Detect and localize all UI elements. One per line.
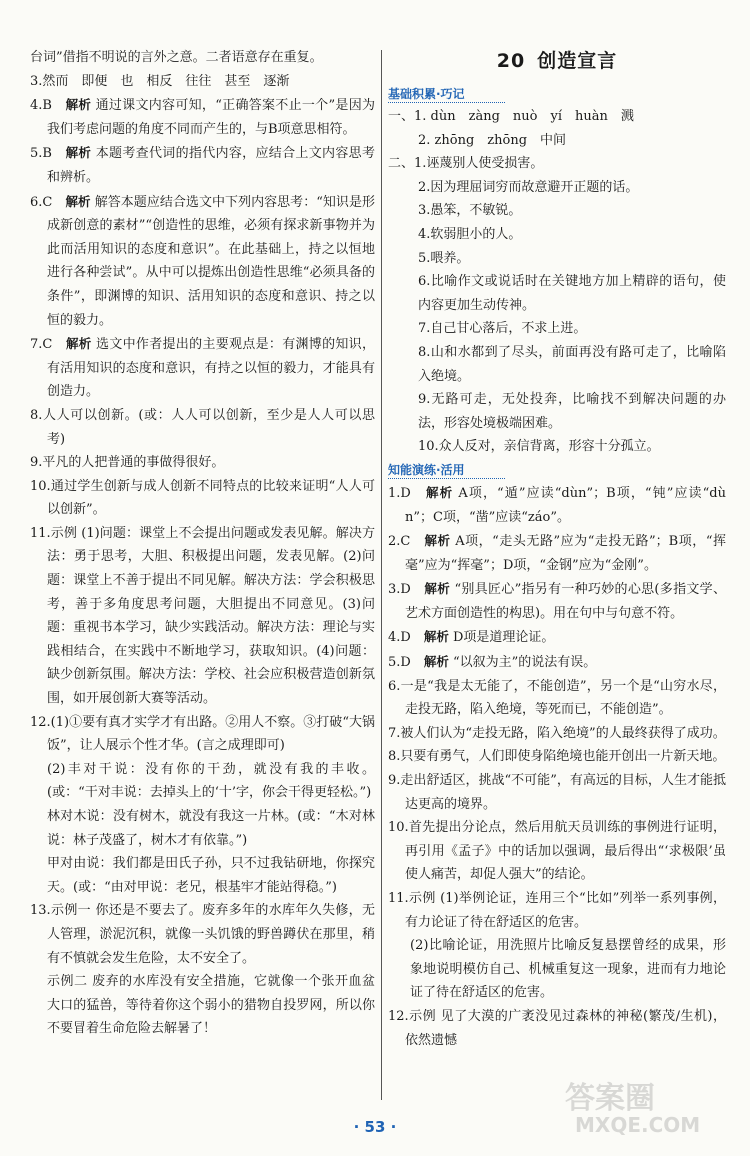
answer-item bbox=[388, 816, 726, 887]
lesson-title bbox=[388, 46, 726, 73]
answer-item bbox=[388, 247, 726, 271]
answer-item bbox=[388, 722, 726, 746]
answer-text: D项是道理论证。 bbox=[453, 630, 555, 646]
answer-item bbox=[388, 388, 726, 435]
answer-item bbox=[388, 270, 726, 317]
answer-choice: 2.C bbox=[388, 534, 411, 550]
analysis-label: 解析 bbox=[426, 484, 454, 500]
answer-text: 9.平凡的人把普通的事做得很好。 bbox=[30, 455, 225, 471]
answer-item bbox=[388, 317, 726, 341]
answer-item bbox=[30, 190, 375, 333]
answer-text: 8.只要有勇气，人们即使身陷绝境也能开创出一片新天地。 bbox=[388, 749, 726, 765]
answer-choice: 5.D bbox=[388, 655, 411, 671]
answer-text: 2.因为理屈词穷而故意避开正题的话。 bbox=[418, 179, 639, 195]
left-column bbox=[30, 46, 375, 1041]
answer-text: 3.愚笨，不敏锐。 bbox=[418, 203, 522, 219]
answer-text: 3.然而 即便 也 相反 往往 甚至 逐渐 bbox=[30, 73, 290, 89]
answer-text: 11.示例 (1)举例论证，连用三个“比如”列举一系列事例，有力论证了待在舒适区的危害。 bbox=[388, 891, 726, 930]
answer-text: A项，“遁”应读“dùn”；B项，“钝”应读“dùn”；C项，“凿”应读“záo”。 bbox=[405, 485, 726, 525]
analysis-label: 解析 bbox=[423, 629, 449, 645]
answer-choice: 7.C bbox=[30, 337, 53, 353]
answer-text: 本题考查代词的指代内容，应结合上文内容思考和辨析。 bbox=[47, 146, 375, 185]
answer-text: 10.首先提出分论点，然后用航天员训练的事例进行证明，再引用《孟子》中的话加以强调，最后得出“‘求极限’虽使人痛苦，却促人强大”的结论。 bbox=[388, 820, 726, 883]
answer-text: 台词”借指不明说的言外之意。二者语意存在重复。 bbox=[30, 50, 323, 65]
section-heading: 基础积累·巧记 bbox=[388, 85, 505, 103]
answer-text: 解答本题应结合选文中下列内容思考：“知识是形成新创意的素材”“创造性的思维，必须有探求新事物并为此而活用知识的态度和意识”。在此基础上，持之以恒地进行各种尝试”。从中可以提炼出创造性思维“必须具备的条件”，即渊博的知识、活用知识的态度和意识、持之以恒的毅力。 bbox=[47, 194, 375, 328]
answer-item bbox=[30, 70, 375, 94]
analysis-label: 解析 bbox=[65, 145, 92, 161]
answer-choice: 4.D bbox=[388, 630, 411, 646]
answer-text: 林对木说：没有树木，就没有我这一片林。(或：“木对林说：林子茂盛了，树木才有依靠。”) bbox=[47, 809, 375, 848]
answer-item bbox=[388, 650, 726, 675]
answer-item bbox=[388, 934, 726, 1005]
analysis-label: 解析 bbox=[65, 97, 92, 113]
answer-item bbox=[388, 199, 726, 223]
right-column bbox=[388, 46, 726, 1052]
answer-item bbox=[388, 129, 726, 153]
analysis-label: 解析 bbox=[65, 336, 92, 352]
answer-item bbox=[30, 852, 375, 899]
answer-text: 选文中作者提出的主要观点是：有渊博的知识，有活用知识的态度和意识，有持之以恒的毅力，才能具有创造力。 bbox=[47, 337, 375, 400]
answer-text: 二、1.诬蔑别人使受损害。 bbox=[388, 156, 544, 172]
answer-text: “以叙为主”的说法有误。 bbox=[453, 655, 597, 671]
answer-text: 6.比喻作文或说话时在关键地方加上精辟的语句，使内容更加生动传神。 bbox=[418, 274, 726, 313]
analysis-label: 解析 bbox=[424, 533, 451, 549]
watermark-main: 答案圈 bbox=[565, 1081, 655, 1116]
answer-text: 6.一是“我是太无能了，不能创造”，另一个是“山穷水尽，走投无路，陷入绝境，等死而已，不能创造”。 bbox=[388, 678, 726, 718]
answer-text: 12.示例 见了大漠的广袤没见过森林的神秘(繁茂/生机)，依然遗憾 bbox=[388, 1008, 726, 1048]
answer-text: 8.人人可以创新。(或：人人可以创新，至少是人人可以思考) bbox=[30, 407, 375, 447]
lesson-number: 20 bbox=[496, 50, 526, 72]
page-number: · 53 · bbox=[353, 1118, 397, 1136]
answer-item bbox=[388, 223, 726, 247]
answer-item bbox=[388, 176, 726, 200]
answer-text: 5.喂养。 bbox=[418, 250, 470, 266]
answer-choice: 4.B bbox=[30, 98, 52, 114]
answer-item bbox=[30, 899, 375, 970]
answer-item bbox=[388, 435, 726, 459]
answer-item bbox=[388, 1005, 726, 1052]
answer-item bbox=[30, 141, 375, 189]
answer-item bbox=[30, 805, 375, 852]
answer-item bbox=[30, 332, 375, 404]
answer-item bbox=[388, 675, 726, 722]
answer-text: A项，“走头无路”应为“走投无路”；B项，“挥毫”应为“挥毫”；D项，“金钢”应为“金刚”。 bbox=[405, 534, 726, 573]
answer-text: 4.软弱胆小的人。 bbox=[418, 226, 522, 242]
answer-item bbox=[30, 93, 375, 141]
watermark-url: MXQE.COM bbox=[575, 1113, 701, 1137]
answer-item bbox=[388, 887, 726, 934]
answer-text: 9.无路可走，无处投奔，比喻找不到解决问题的办法，形容处境极端困难。 bbox=[418, 392, 726, 431]
answer-text: 10.通过学生创新与成人创新不同特点的比较来证明“人人可以创新”。 bbox=[30, 478, 375, 518]
answer-item bbox=[388, 152, 726, 176]
answer-text: 12.(1)①要有真才实学才有出路。②用人不察。③打破“大锅饭”，让人展示个性才华。(言之成理即可) bbox=[30, 714, 375, 754]
answer-choice: 5.B bbox=[30, 146, 52, 162]
answer-text: (2)丰对干说：没有你的干劲，就没有我的丰收。(或：“干对丰说：去掉头上的‘十’字，你会干得更轻松。”) bbox=[47, 761, 375, 801]
answer-item bbox=[388, 577, 726, 625]
analysis-label: 解析 bbox=[423, 654, 449, 670]
answer-item bbox=[388, 625, 726, 650]
answer-item bbox=[30, 46, 375, 70]
answer-item bbox=[388, 769, 726, 816]
answer-text: 7.自己甘心落后，不求上进。 bbox=[418, 321, 587, 337]
analysis-label: 解析 bbox=[424, 581, 451, 597]
watermark-logo bbox=[555, 1070, 735, 1140]
answer-choice: 1.D bbox=[388, 485, 411, 501]
answer-text: “别具匠心”指另有一种巧妙的心思(多指文学、艺术方面创造性的构思)。用在句中与句意不符。 bbox=[405, 582, 726, 621]
answer-text: 13.示例一 你还是不要去了。废弃多年的水库年久失修，无人管理，淤泥沉积，就像一头饥饿的野兽蹲伏在那里，稍有不慎就会发生危险，太不安全了。 bbox=[30, 903, 375, 966]
answer-item bbox=[388, 745, 726, 769]
answer-text: 一、1. dùn zàng nuò yí huàn 溅 bbox=[388, 109, 634, 124]
analysis-label: 解析 bbox=[65, 193, 91, 209]
answer-text: 甲对由说：我们都是田氏子孙，只不过我钻研地，你探究天。(或：“由对甲说：老兄，根基牢才能站得稳。”) bbox=[47, 856, 375, 895]
answer-text: (2)比喻论证，用洗照片比喻反复悬摆曾经的成果，形象地说明模仿自己、机械重复这一现象，进而有力地论证了待在舒适区的危害。 bbox=[410, 938, 726, 1001]
answer-item bbox=[30, 475, 375, 522]
answer-text: 2. zhōng zhōng 中间 bbox=[418, 132, 567, 148]
answer-item bbox=[388, 481, 726, 529]
right-column-body bbox=[388, 83, 726, 1052]
answer-choice: 6.C bbox=[30, 194, 53, 210]
lesson-name: 创造宣言 bbox=[537, 50, 618, 72]
answer-text: 11.示例 (1)问题：课堂上不会提出问题或发表见解。解决方法：勇于思考，大胆、积极提出问题，发表见解。(2)问题：课堂上不善于提出不同见解。解决方法：学会积极思考，善于多角度思考问题，大胆提出不同意见。(3)问题：重视书本学习，缺少实践活动。解决方法：理论与实践相结合，在实践中不断地学习，获取知识。(4)问题：缺少创新氛围。解决方法：学校、社会应积极营造创新氛围，如开展创新大赛等活动。 bbox=[30, 525, 375, 707]
column-divider bbox=[381, 50, 382, 1100]
answer-item bbox=[388, 105, 726, 129]
answer-text: 8.山和水都到了尽头，前面再没有路可走了，比喻陷入绝境。 bbox=[418, 344, 726, 384]
answer-item bbox=[30, 522, 375, 711]
answer-text: 10.众人反对，亲信背离，形容十分孤立。 bbox=[418, 439, 660, 455]
answer-text: 通过课文内容可知，“正确答案不止一个”是因为我们考虑问题的角度不同而产生的，与B项意思相符。 bbox=[47, 98, 375, 137]
answer-item bbox=[30, 970, 375, 1041]
answer-item bbox=[30, 711, 375, 758]
answer-item bbox=[30, 404, 375, 451]
answer-text: 7.被人们认为“走投无路，陷入绝境”的人最终获得了成功。 bbox=[388, 725, 726, 741]
answer-text: 示例二 废弃的水库没有安全措施，它就像一个张开血盆大口的猛兽，等待着你这个弱小的猎物自投罗网，所以你不要冒着生命危险去解暑了！ bbox=[47, 974, 375, 1037]
answer-choice: 3.D bbox=[388, 582, 411, 598]
answer-text: 9.走出舒适区，挑战“不可能”，有高远的目标，人生才能抵达更高的境界。 bbox=[388, 773, 726, 812]
answer-item bbox=[388, 341, 726, 388]
answer-item bbox=[30, 451, 375, 475]
section-heading: 知能演练·活用 bbox=[388, 461, 505, 479]
answer-item bbox=[388, 529, 726, 577]
answer-item bbox=[30, 758, 375, 805]
